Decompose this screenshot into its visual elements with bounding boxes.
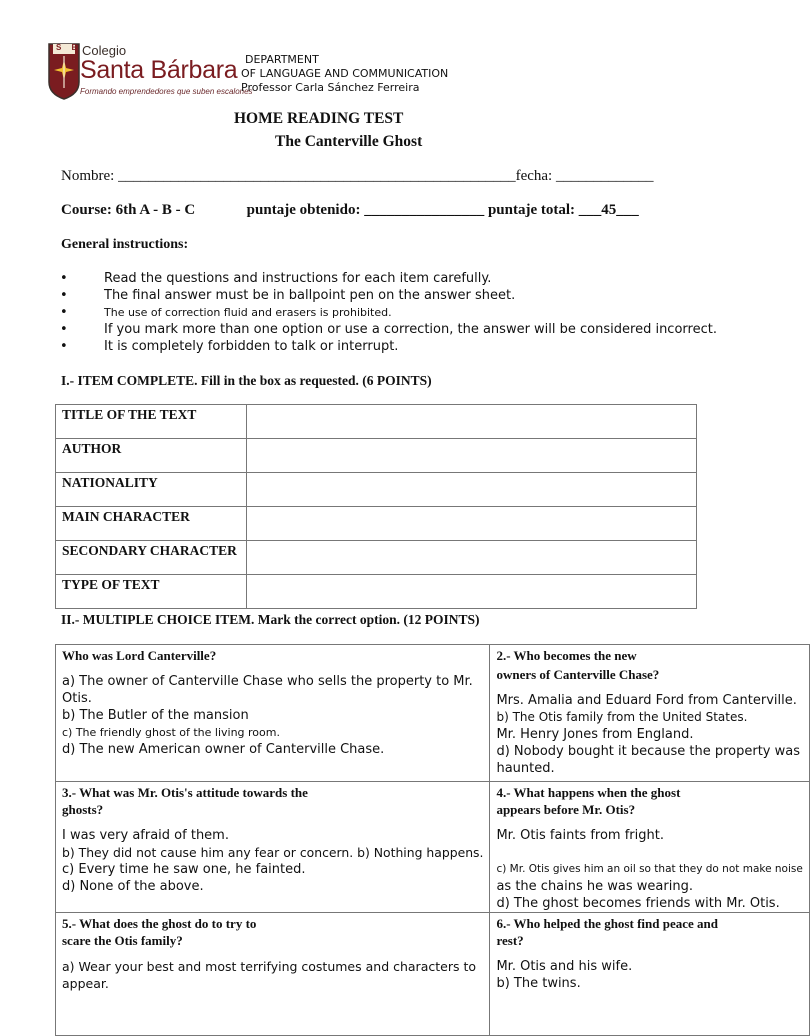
answer-cell[interactable]	[247, 473, 697, 507]
option-a[interactable]: Mr. Otis and his wife.	[496, 959, 633, 974]
option-a[interactable]: a) Wear your best and most terrifying costumes and characters to appear.	[62, 959, 476, 991]
answer-cell[interactable]	[247, 405, 697, 439]
option-c-continued: as the chains he was wearing.	[496, 879, 693, 894]
question-5-line-2: scare the Otis family?	[62, 933, 183, 948]
question-1-cell	[56, 645, 490, 782]
option-a[interactable]: Mr. Otis faints from fright.	[496, 828, 664, 843]
multiple-choice-table	[55, 644, 810, 1036]
table-row	[56, 405, 697, 439]
answer-cell[interactable]	[247, 575, 697, 609]
option-d[interactable]: d) The new American owner of Canterville Chase.	[62, 742, 385, 757]
option-b[interactable]: b) The twins.	[496, 976, 581, 991]
option-b[interactable]: b) The Otis family from the United States.	[496, 710, 748, 724]
option-a[interactable]: I was very afraid of them.	[62, 828, 229, 843]
option-d[interactable]: d) None of the above.	[62, 879, 204, 894]
table-row	[56, 645, 810, 782]
instruction-item: • The final answer must be in ballpoint pen on the answer sheet.	[60, 287, 717, 304]
course-score-line	[61, 202, 639, 219]
section-1-title: I.- ITEM COMPLETE. Fill in the box as requested. (6 POINTS)	[61, 373, 432, 388]
row-label: TITLE OF THE TEXT	[56, 405, 247, 439]
row-label: MAIN CHARACTER	[56, 507, 247, 541]
question-2-line-2: owners of Canterville Chase?	[496, 667, 660, 682]
option-d[interactable]: d) The ghost becomes friends with Mr. Otis.	[496, 896, 780, 911]
option-c[interactable]: c) Every time he saw one, he fainted.	[62, 862, 306, 877]
department-line-1: DEPARTMENT	[245, 53, 319, 66]
answer-cell[interactable]	[247, 439, 697, 473]
option-b[interactable]: b) The Butler of the mansion	[62, 708, 249, 723]
table-row	[56, 575, 697, 609]
answer-cell[interactable]	[247, 541, 697, 575]
option-c[interactable]: c) Mr. Otis gives him an oil so that they do not make noise	[496, 863, 803, 875]
question-2-cell	[490, 645, 809, 782]
row-label: TYPE OF TEXT	[56, 575, 247, 609]
option-b[interactable]: b) They did not cause him any fear or concern. b) Nothing happens.	[62, 845, 484, 860]
option-a[interactable]: Mrs. Amalia and Eduard Ford from Canterville.	[496, 693, 797, 708]
professor-name: Professor Carla Sánchez Ferreira	[241, 81, 420, 94]
question-3-cell	[56, 782, 490, 913]
logo-line-2: Santa Bárbara	[80, 56, 238, 84]
table-row	[56, 507, 697, 541]
question-2-line-1: 2.- Who becomes the new	[496, 648, 637, 663]
logo-crest-letters: S B	[56, 43, 82, 52]
question-5-line-1: 5.- What does the ghost do to try to	[62, 916, 257, 931]
option-c[interactable]: c) The friendly ghost of the living room.	[62, 726, 280, 739]
table-row	[56, 782, 810, 913]
question-4-line-1: 4.- What happens when the ghost	[496, 785, 681, 800]
option-c[interactable]: Mr. Henry Jones from England.	[496, 727, 694, 742]
option-a[interactable]: a) The owner of Canterville Chase who sells the property to Mr. Otis.	[62, 674, 473, 706]
test-title: HOME READING TEST	[234, 110, 404, 127]
question-3-line-1: 3.- What was Mr. Otis's attitude towards the	[62, 785, 308, 800]
instruction-item: • The use of correction fluid and erasers is prohibited.	[60, 304, 717, 321]
option-d[interactable]: d) Nobody bought it because the property was haunted.	[496, 744, 801, 776]
course-label: Course: 6th A - B - C	[61, 202, 196, 218]
department-line-2: OF LANGUAGE AND COMMUNICATION	[241, 67, 449, 80]
instruction-item: • It is completely forbidden to talk or interrupt.	[60, 338, 717, 355]
name-date-line: Nombre: _____________________________________________________fecha: _____________	[61, 168, 654, 184]
row-label: SECONDARY CHARACTER	[56, 541, 247, 575]
section-2-title: II.- MULTIPLE CHOICE ITEM. Mark the correct option. (12 POINTS)	[61, 612, 480, 627]
logo-line-1: Colegio	[82, 43, 127, 58]
instruction-item: • If you mark more than one option or use a correction, the answer will be considered incorrect.	[60, 321, 717, 338]
general-instructions-title: General instructions:	[61, 237, 189, 252]
logo-tagline: Formando emprendedores que suben escalones	[80, 87, 253, 96]
question-6-line-2: rest?	[496, 933, 524, 948]
table-row	[56, 473, 697, 507]
question-3-line-2: ghosts?	[62, 802, 104, 817]
question-4-line-2: appears before Mr. Otis?	[496, 802, 636, 817]
table-row	[56, 541, 697, 575]
table-row	[56, 439, 697, 473]
department-header	[241, 53, 448, 95]
question-6-cell	[490, 913, 809, 1036]
item-complete-table	[55, 404, 697, 609]
book-title: The Canterville Ghost	[275, 133, 423, 150]
question-4-cell	[490, 782, 809, 913]
instructions-list	[60, 270, 717, 355]
instruction-item: • Read the questions and instructions for each item carefully.	[60, 270, 717, 287]
row-label: NATIONALITY	[56, 473, 247, 507]
score-line: puntaje obtenido: ________________ puntaje total: ___45___	[246, 202, 639, 218]
question-6-line-1: 6.- Who helped the ghost find peace and	[496, 916, 718, 931]
question-5-cell	[56, 913, 490, 1036]
answer-cell[interactable]	[247, 507, 697, 541]
question-1: Who was Lord Canterville?	[62, 648, 217, 663]
table-row	[56, 913, 810, 1036]
row-label: AUTHOR	[56, 439, 247, 473]
